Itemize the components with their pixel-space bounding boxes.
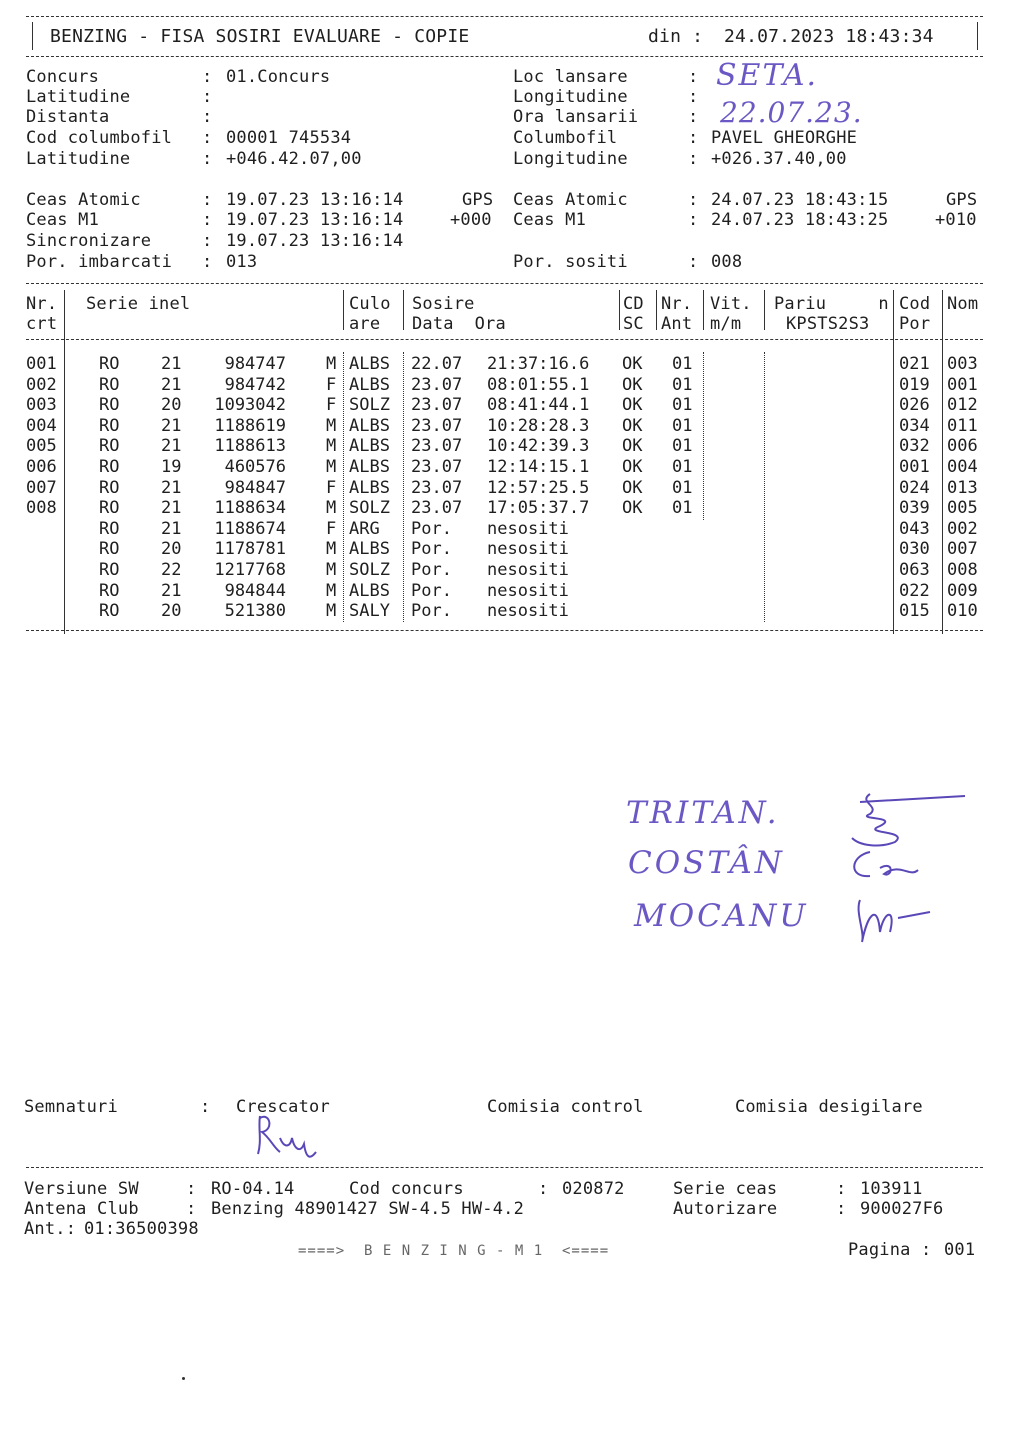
cell-cd: OK bbox=[622, 436, 643, 457]
cell-sex: M bbox=[326, 498, 337, 519]
cell-cod: 022 bbox=[899, 580, 930, 601]
cell-inel: 1188613 bbox=[214, 436, 286, 457]
cell-cd: OK bbox=[622, 477, 643, 498]
cell-data: 22.07 bbox=[411, 354, 463, 374]
cell-an: 20 bbox=[161, 601, 182, 622]
cell-ant: 01 bbox=[672, 395, 693, 416]
clock-label: Ceas M1 bbox=[26, 210, 100, 230]
info-label: Longitudine bbox=[513, 87, 628, 107]
cell-tara: RO bbox=[99, 354, 120, 374]
signature-comisia-desigilare-label: Comisia desigilare bbox=[735, 1097, 923, 1117]
cell-data: Por. bbox=[411, 580, 452, 601]
cell-data: Por. bbox=[411, 518, 452, 539]
info-label: Ora lansarii bbox=[513, 107, 639, 127]
clock-extra: GPS bbox=[462, 190, 494, 210]
cell-ora: nesositi bbox=[487, 560, 569, 580]
cell-culoare: SOLZ bbox=[349, 560, 390, 580]
cell-an: 21 bbox=[161, 374, 182, 395]
cell-ora: 10:28:28.3 bbox=[487, 415, 590, 436]
col-header: Serie inel bbox=[86, 294, 191, 314]
cell-an: 21 bbox=[161, 354, 182, 374]
footer-autorizare-value: 900027F6 bbox=[860, 1199, 944, 1219]
cell-culoare: SOLZ bbox=[349, 498, 390, 519]
cell-an: 20 bbox=[161, 395, 182, 416]
clock-value: 013 bbox=[226, 252, 258, 272]
cell-an: 21 bbox=[161, 415, 182, 436]
document-title: BENZING - FISA SOSIRI EVALUARE - COPIE bbox=[50, 26, 470, 47]
cell-tara: RO bbox=[99, 457, 120, 477]
header-din-label: din : bbox=[648, 26, 704, 47]
col-header: KPSTS2S3 bbox=[786, 314, 870, 334]
cell-cd: OK bbox=[622, 395, 643, 416]
cell-tara: RO bbox=[99, 560, 120, 580]
cell-cd: OK bbox=[622, 498, 643, 519]
col-header: Nom bbox=[947, 294, 979, 314]
signature-comisia-control-label: Comisia control bbox=[487, 1097, 644, 1117]
handwritten-name: COSTÂN bbox=[628, 845, 785, 881]
cell-tara: RO bbox=[99, 539, 120, 560]
header-top-rule bbox=[26, 16, 983, 17]
col-header: Data Ora bbox=[412, 314, 506, 334]
footer-banner: ====> B E N Z I N G - M 1 <==== bbox=[298, 1243, 610, 1259]
cell-nom: 005 bbox=[947, 498, 978, 519]
cell-sex: M bbox=[326, 415, 337, 436]
clock-value: 008 bbox=[711, 252, 743, 272]
cell-inel: 460576 bbox=[224, 457, 286, 477]
cell-inel: 1188634 bbox=[214, 498, 286, 519]
cell-cod: 039 bbox=[899, 498, 930, 519]
cell-inel: 1093042 bbox=[214, 395, 286, 416]
cell-cd: OK bbox=[622, 354, 643, 374]
cell-nom: 012 bbox=[947, 395, 978, 416]
cell-cod: 032 bbox=[899, 436, 930, 457]
clock-label: Por. imbarcati bbox=[26, 252, 173, 272]
cell-inel: 984747 bbox=[224, 354, 286, 374]
cell-nom: 001 bbox=[947, 374, 978, 395]
clock-value: 24.07.23 18:43:25 bbox=[711, 210, 889, 230]
info-label: Latitudine bbox=[26, 149, 131, 169]
cell-an: 22 bbox=[161, 560, 182, 580]
cell-tara: RO bbox=[99, 436, 120, 457]
cell-data: 23.07 bbox=[411, 415, 463, 436]
handwritten-name: TRITAN. bbox=[626, 795, 780, 831]
col-header: Nr. bbox=[26, 294, 58, 314]
cell-data: 23.07 bbox=[411, 395, 463, 416]
cell-culoare: ALBS bbox=[349, 415, 390, 436]
cell-cod: 063 bbox=[899, 560, 930, 580]
cell-inel: 521380 bbox=[224, 601, 286, 622]
cell-cod: 015 bbox=[899, 601, 930, 622]
clock-value: 19.07.23 13:16:14 bbox=[226, 231, 404, 251]
clock-value: 19.07.23 13:16:14 bbox=[226, 190, 404, 210]
signature-crescator bbox=[240, 1108, 330, 1162]
footer-pagina-label: Pagina : bbox=[848, 1240, 932, 1260]
cell-cd: OK bbox=[622, 374, 643, 395]
footer-versiune-value: RO-04.14 bbox=[211, 1179, 295, 1199]
col-header: CD bbox=[623, 294, 644, 314]
handwritten-name: MOCANU bbox=[634, 898, 809, 934]
cell-nr: 007 bbox=[26, 477, 57, 498]
footer-ant-label: Ant.: bbox=[24, 1219, 77, 1239]
cell-tara: RO bbox=[99, 518, 120, 539]
cell-data: 23.07 bbox=[411, 498, 463, 519]
cell-data: 23.07 bbox=[411, 436, 463, 457]
info-value: +026.37.40,00 bbox=[711, 149, 847, 169]
cell-data: Por. bbox=[411, 601, 452, 622]
signature-crescator-label: Crescator bbox=[236, 1097, 330, 1117]
cell-nr: 001 bbox=[26, 354, 57, 374]
cell-sex: M bbox=[326, 580, 337, 601]
cell-sex: F bbox=[326, 518, 337, 539]
cell-tara: RO bbox=[99, 601, 120, 622]
cell-nom: 011 bbox=[947, 415, 978, 436]
cell-data: Por. bbox=[411, 539, 452, 560]
cell-cd: OK bbox=[622, 415, 643, 436]
footer-ant-value: 01:36500398 bbox=[84, 1219, 199, 1239]
cell-ora: 12:14:15.1 bbox=[487, 457, 590, 477]
cell-cod: 001 bbox=[899, 457, 930, 477]
cell-ora: 17:05:37.7 bbox=[487, 498, 590, 519]
clock-label: Sincronizare bbox=[26, 231, 152, 251]
cell-an: 21 bbox=[161, 580, 182, 601]
cell-tara: RO bbox=[99, 415, 120, 436]
cell-inel: 984844 bbox=[224, 580, 286, 601]
col-header: Pariu n bbox=[774, 294, 889, 314]
col-header: Nr. bbox=[661, 294, 693, 314]
footer-top-rule bbox=[26, 1167, 983, 1168]
cell-tara: RO bbox=[99, 580, 120, 601]
cell-cod: 034 bbox=[899, 415, 930, 436]
cell-sex: M bbox=[326, 601, 337, 622]
cell-sex: M bbox=[326, 560, 337, 580]
info-label: Latitudine bbox=[26, 87, 131, 107]
col-header: crt bbox=[26, 314, 58, 334]
col-header: Vit. bbox=[710, 294, 752, 314]
info-label: Distanta bbox=[26, 107, 110, 127]
cell-nom: 009 bbox=[947, 580, 978, 601]
cell-nom: 003 bbox=[947, 354, 978, 374]
cell-ora: nesositi bbox=[487, 518, 569, 539]
handwritten-loc: SETA. bbox=[716, 58, 819, 93]
cell-inel: 1178781 bbox=[214, 539, 286, 560]
cell-ant: 01 bbox=[672, 498, 693, 519]
header-din-value: 24.07.2023 18:43:34 bbox=[724, 26, 934, 47]
cell-ant: 01 bbox=[672, 415, 693, 436]
cell-ant: 01 bbox=[672, 436, 693, 457]
info-label: Longitudine bbox=[513, 149, 628, 169]
clock-extra: +000 bbox=[450, 210, 492, 230]
cell-nom: 006 bbox=[947, 436, 978, 457]
info-value: 01.Concurs bbox=[226, 67, 331, 87]
info-label: Loc lansare bbox=[513, 67, 628, 87]
cell-an: 20 bbox=[161, 539, 182, 560]
col-header: Ant bbox=[661, 314, 693, 334]
cell-ant: 01 bbox=[672, 374, 693, 395]
col-header: Cod bbox=[899, 294, 931, 314]
cell-cd: OK bbox=[622, 457, 643, 477]
cell-culoare: ARG bbox=[349, 518, 380, 539]
cell-sex: M bbox=[326, 436, 337, 457]
cell-inel: 1188674 bbox=[214, 518, 286, 539]
cell-nr: 005 bbox=[26, 436, 57, 457]
header-bottom-rule bbox=[26, 56, 983, 57]
cell-nom: 010 bbox=[947, 601, 978, 622]
signature-tritan bbox=[840, 782, 970, 952]
cell-sex: F bbox=[326, 477, 337, 498]
info-value: 00001 745534 bbox=[226, 128, 352, 148]
clock-label: Por. sositi bbox=[513, 252, 628, 272]
footer-antena-value: Benzing 48901427 SW-4.5 HW-4.2 bbox=[211, 1199, 525, 1219]
cell-inel: 1217768 bbox=[214, 560, 286, 580]
footer-serie-ceas-label: Serie ceas bbox=[673, 1179, 778, 1199]
cell-ora: nesositi bbox=[487, 601, 569, 622]
cell-nom: 013 bbox=[947, 477, 978, 498]
footer-cod-concurs-label: Cod concurs bbox=[349, 1179, 464, 1199]
clock-label: Ceas M1 bbox=[513, 210, 587, 230]
handwritten-date: 22.07.23. bbox=[720, 96, 863, 129]
col-header: m/m bbox=[710, 314, 742, 334]
header-left-bar bbox=[32, 22, 33, 50]
clock-value: 19.07.23 13:16:14 bbox=[226, 210, 404, 230]
cell-nr: 004 bbox=[26, 415, 57, 436]
clock-label: Ceas Atomic bbox=[513, 190, 628, 210]
cell-ant: 01 bbox=[672, 457, 693, 477]
cell-cod: 024 bbox=[899, 477, 930, 498]
cell-data: 23.07 bbox=[411, 477, 463, 498]
cell-cod: 019 bbox=[899, 374, 930, 395]
cell-inel: 1188619 bbox=[214, 415, 286, 436]
col-header: are bbox=[349, 314, 381, 334]
cell-ora: 21:37:16.6 bbox=[487, 354, 590, 374]
clock-label: Ceas Atomic bbox=[26, 190, 141, 210]
cell-culoare: ALBS bbox=[349, 580, 390, 601]
cell-culoare: SOLZ bbox=[349, 395, 390, 416]
col-header: Sosire bbox=[412, 294, 475, 314]
footer-autorizare-label: Autorizare bbox=[673, 1199, 778, 1219]
cell-sex: M bbox=[326, 539, 337, 560]
cell-tara: RO bbox=[99, 498, 120, 519]
cell-nom: 007 bbox=[947, 539, 978, 560]
cell-culoare: ALBS bbox=[349, 436, 390, 457]
cell-ora: nesositi bbox=[487, 580, 569, 601]
info-label: Concurs bbox=[26, 67, 100, 87]
cell-culoare: ALBS bbox=[349, 477, 390, 498]
cell-nr: 008 bbox=[26, 498, 57, 519]
cell-an: 21 bbox=[161, 498, 182, 519]
cell-inel: 984742 bbox=[224, 374, 286, 395]
cell-ant: 01 bbox=[672, 477, 693, 498]
clock-value: 24.07.23 18:43:15 bbox=[711, 190, 889, 210]
footer-antena-label: Antena Club bbox=[24, 1199, 139, 1219]
cell-nom: 004 bbox=[947, 457, 978, 477]
signatures-label: Semnaturi bbox=[24, 1097, 118, 1117]
cell-nom: 008 bbox=[947, 560, 978, 580]
cell-nr: 002 bbox=[26, 374, 57, 395]
cell-inel: 984847 bbox=[224, 477, 286, 498]
cell-sex: M bbox=[326, 354, 337, 374]
cell-nom: 002 bbox=[947, 518, 978, 539]
table-top-rule bbox=[26, 283, 983, 284]
footer-pagina-value: 001 bbox=[944, 1240, 976, 1260]
cell-nr: 003 bbox=[26, 395, 57, 416]
cell-ora: 12:57:25.5 bbox=[487, 477, 590, 498]
table-bottom-rule bbox=[26, 630, 983, 631]
cell-sex: F bbox=[326, 395, 337, 416]
info-value: PAVEL GHEORGHE bbox=[711, 128, 858, 148]
cell-culoare: ALBS bbox=[349, 374, 390, 395]
cell-ant: 01 bbox=[672, 354, 693, 374]
cell-data: Por. bbox=[411, 560, 452, 580]
cell-cod: 021 bbox=[899, 354, 930, 374]
cell-nr: 006 bbox=[26, 457, 57, 477]
col-header: Por bbox=[899, 314, 931, 334]
info-label: Columbofil bbox=[513, 128, 618, 148]
cell-culoare: ALBS bbox=[349, 354, 390, 374]
cell-ora: nesositi bbox=[487, 539, 569, 560]
cell-culoare: ALBS bbox=[349, 457, 390, 477]
cell-culoare: SALY bbox=[349, 601, 390, 622]
cell-data: 23.07 bbox=[411, 374, 463, 395]
info-label: Cod columbofil bbox=[26, 128, 173, 148]
stray-dot bbox=[182, 1377, 185, 1380]
cell-an: 21 bbox=[161, 477, 182, 498]
cell-tara: RO bbox=[99, 477, 120, 498]
clock-extra: +010 bbox=[935, 210, 977, 230]
cell-ora: 10:42:39.3 bbox=[487, 436, 590, 457]
cell-sex: F bbox=[326, 374, 337, 395]
footer-serie-ceas-value: 103911 bbox=[860, 1179, 923, 1199]
header-right-bar bbox=[977, 22, 978, 50]
cell-cod: 030 bbox=[899, 539, 930, 560]
col-header: SC bbox=[623, 314, 644, 334]
cell-cod: 026 bbox=[899, 395, 930, 416]
cell-tara: RO bbox=[99, 374, 120, 395]
clock-extra: GPS bbox=[946, 190, 978, 210]
cell-culoare: ALBS bbox=[349, 539, 390, 560]
cell-ora: 08:41:44.1 bbox=[487, 395, 590, 416]
cell-cod: 043 bbox=[899, 518, 930, 539]
footer-versiune-label: Versiune SW bbox=[24, 1179, 139, 1199]
footer-cod-concurs-value: 020872 bbox=[562, 1179, 625, 1199]
cell-data: 23.07 bbox=[411, 457, 463, 477]
cell-sex: M bbox=[326, 457, 337, 477]
cell-an: 21 bbox=[161, 436, 182, 457]
cell-tara: RO bbox=[99, 395, 120, 416]
info-value: +046.42.07,00 bbox=[226, 149, 362, 169]
cell-an: 21 bbox=[161, 518, 182, 539]
table-header-rule bbox=[26, 339, 983, 340]
col-header: Culo bbox=[349, 294, 391, 314]
cell-ora: 08:01:55.1 bbox=[487, 374, 590, 395]
cell-an: 19 bbox=[161, 457, 182, 477]
signatures-sep: : bbox=[200, 1097, 211, 1117]
